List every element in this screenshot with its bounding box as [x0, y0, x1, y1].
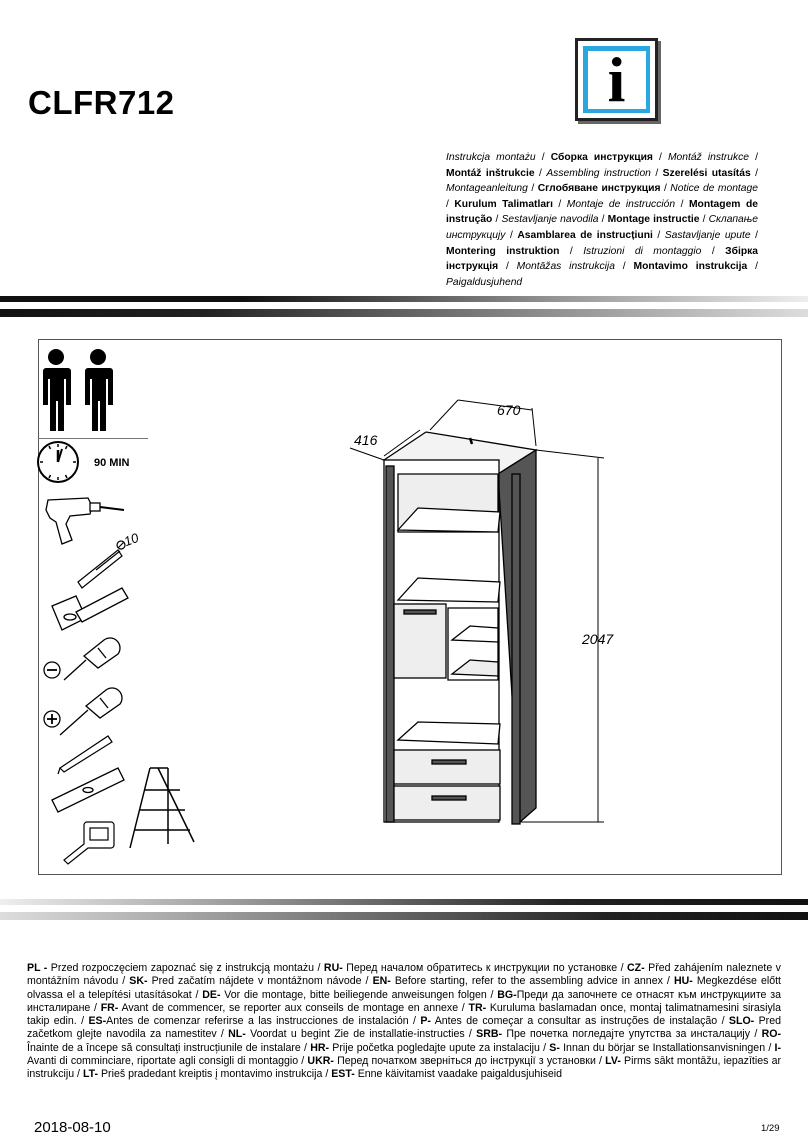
bookcase-drawing — [384, 432, 536, 824]
notice-text: Před zahájením naleznete v montážním návodu / — [27, 962, 781, 988]
language-code: LT- — [82, 1068, 99, 1081]
language-code: UKR- — [307, 1055, 334, 1068]
notice-text: Перед початком зверніться до інструкції з установки / — [333, 1055, 606, 1068]
language-code: ES- — [88, 1015, 107, 1028]
language-code: SRB- — [476, 1028, 503, 1041]
language-title: Instrukcja montażu — [446, 152, 536, 163]
language-title: Istruzioni di montaggio — [583, 245, 702, 257]
width-dimension: 670 — [497, 402, 521, 418]
spirit-level-icon — [52, 768, 124, 812]
divider-stripe — [0, 912, 808, 920]
notice-text: Kuruluma baslamadan once, montaj talimatnamesini sirasiyla takip edin. / — [27, 1001, 781, 1028]
step-ladder-icon — [130, 768, 194, 848]
document-date: 2018-08-10 — [34, 1119, 111, 1136]
notice-text: Avant de commencer, se reporter aux conseils de montage en annexe / — [118, 1001, 469, 1014]
pencil-icon — [58, 736, 112, 774]
notice-text: Pirms sākt montāžu, iepazīties ar instrukciju / — [27, 1055, 781, 1081]
language-title: Montáž inštrukcie — [446, 167, 535, 179]
clock-icon — [38, 442, 78, 482]
language-code: I- — [774, 1041, 781, 1054]
language-title: Збірка інструкція — [446, 245, 758, 273]
power-drill-icon — [46, 498, 124, 544]
info-letter: i — [588, 51, 646, 109]
model-title: CLFR712 — [28, 84, 175, 121]
language-title: Asamblarea de instrucțiuni — [517, 229, 653, 241]
language-code: LV- — [605, 1055, 621, 1068]
language-title: Склапање инструкцију — [446, 214, 758, 241]
language-title: Montage instructie — [607, 214, 700, 226]
two-persons-icon — [43, 349, 113, 431]
language-code: BG- — [497, 988, 517, 1001]
notice-text: Innan du börjar se Installationsanvisningen / — [559, 1041, 775, 1054]
notice-text: Prieš pradedant kreiptis į montavimo instrukcija / — [98, 1068, 332, 1081]
language-title: Notice de montage — [670, 183, 758, 195]
height-dimension: 2047 — [582, 631, 614, 647]
language-code: SK- — [129, 975, 148, 988]
drill-bit-size-label: 10 — [121, 529, 141, 550]
language-title: Сглобяване инструкция — [537, 183, 661, 195]
language-title: Montaje de instrucción — [566, 198, 676, 210]
language-title: Sastavljanje upute — [664, 229, 751, 241]
language-code: S- — [549, 1041, 560, 1054]
language-code: TR- — [468, 1001, 487, 1014]
language-code: FR- — [100, 1001, 119, 1014]
language-title: Montáž instrukce — [667, 152, 750, 163]
depth-dimension: 416 — [354, 432, 378, 448]
language-code: DE- — [202, 988, 221, 1001]
notice-text: Przed rozpoczęciem zapoznać się z instrukcją montażu / — [47, 962, 324, 974]
tape-measure-icon — [64, 822, 114, 864]
language-code: P- — [420, 1015, 431, 1028]
language-code: EST- — [331, 1068, 355, 1081]
notice-text: Antes de comenzar referirse a las instrucciones de instalación / — [106, 1015, 421, 1028]
language-title: Kurulum Talimatları — [454, 198, 553, 210]
notice-text: Pred začetkom glejte navodila za namestitev / — [27, 1015, 781, 1041]
language-title: Montering instruktion — [446, 245, 560, 257]
language-title: Sestavljanje navodila — [501, 214, 599, 226]
language-code: EN- — [372, 975, 391, 988]
notice-text: Преди да започнете се отнасят към инструкциите за инсталиране / — [27, 988, 781, 1014]
read-instructions-notice — [27, 962, 781, 1082]
language-code: RO- — [761, 1028, 782, 1041]
flat-screwdriver-icon — [44, 638, 120, 680]
notice-text: Пре почетка погледајте упутства за инсталацију / — [502, 1028, 762, 1041]
page-number: 1/29 — [761, 1123, 780, 1134]
language-code: NL- — [228, 1028, 246, 1041]
notice-text: Prije početka pogledajte upute za instalaciju / — [329, 1041, 550, 1054]
language-title: Paigaldusjuhend — [446, 276, 523, 288]
language-title: Assembling instruction — [546, 167, 651, 179]
notice-text: Înainte de a începe să consultați instrucțiunile de instalare / — [27, 1041, 311, 1054]
assembly-time-label: 90 MIN — [94, 457, 130, 469]
hammer-icon — [52, 588, 128, 630]
notice-text: Avanti di comminciare, riportate agli consigli di montaggio / — [27, 1055, 308, 1068]
notice-text: Antes de começar a consultar as instruções de instalação / — [430, 1015, 729, 1028]
language-code: HU- — [673, 975, 693, 988]
phillips-screwdriver-icon — [44, 688, 122, 735]
notice-text: Megkezdése előtt olvassa el a telepítési utasításokat / — [27, 975, 781, 1001]
notice-text: Перед началом обратитесь к инструкции по установке / — [342, 962, 628, 974]
divider-stripe — [0, 899, 808, 905]
language-code: CZ- — [627, 962, 645, 974]
language-title: Montavimo instrukcija — [633, 261, 748, 273]
language-code: RU- — [323, 962, 343, 974]
notice-text: Enne käivitamist vaadake paigaldusjuhiseid — [354, 1068, 563, 1081]
notice-text: Vor die montage, bitte beiliegende anweisungen folgen / — [220, 988, 498, 1001]
drill-bit-icon — [78, 541, 125, 588]
language-title: Montageanleitung — [446, 183, 528, 195]
language-title: Montagem de instrução — [446, 198, 758, 226]
notice-text: Voordat u begint Zie de installatie-instructies / — [245, 1028, 477, 1041]
language-title: Montāžas instrukcija — [516, 261, 615, 273]
language-code: SLO- — [728, 1015, 755, 1028]
language-code: PL - — [27, 962, 48, 974]
language-title: Сборка инструкция — [550, 152, 653, 163]
language-title: Szerelési utasítás — [662, 167, 751, 179]
language-code: HR- — [310, 1041, 330, 1054]
instruction-languages: Instrukcja montażu / Сборка инструкция / Montáž instrukce / Montáž inštrukcie / Assembling instruction / Szerelési utasítás / Montageanleitung / Сглобяване инструкция / Notice de montage / Kurulum Talimatları / Montaje de instrucción / Montagem de instrução / Sestavljanje navodila / Montage instructie / Склапање инструкцију / Asamblarea de instrucțiuni / Sastavljanje upute / Montering instruktion / Istruzioni di montaggio / Збірка інструкція / Montāžas instrukcija / Montavimo instrukcija / Paigaldusjuhend — [446, 152, 758, 288]
notice-text: Pred začatím nájdete v montážnom návode / — [147, 975, 373, 988]
notice-text: Before starting, refer to the assembling advice in annex / — [390, 975, 674, 988]
